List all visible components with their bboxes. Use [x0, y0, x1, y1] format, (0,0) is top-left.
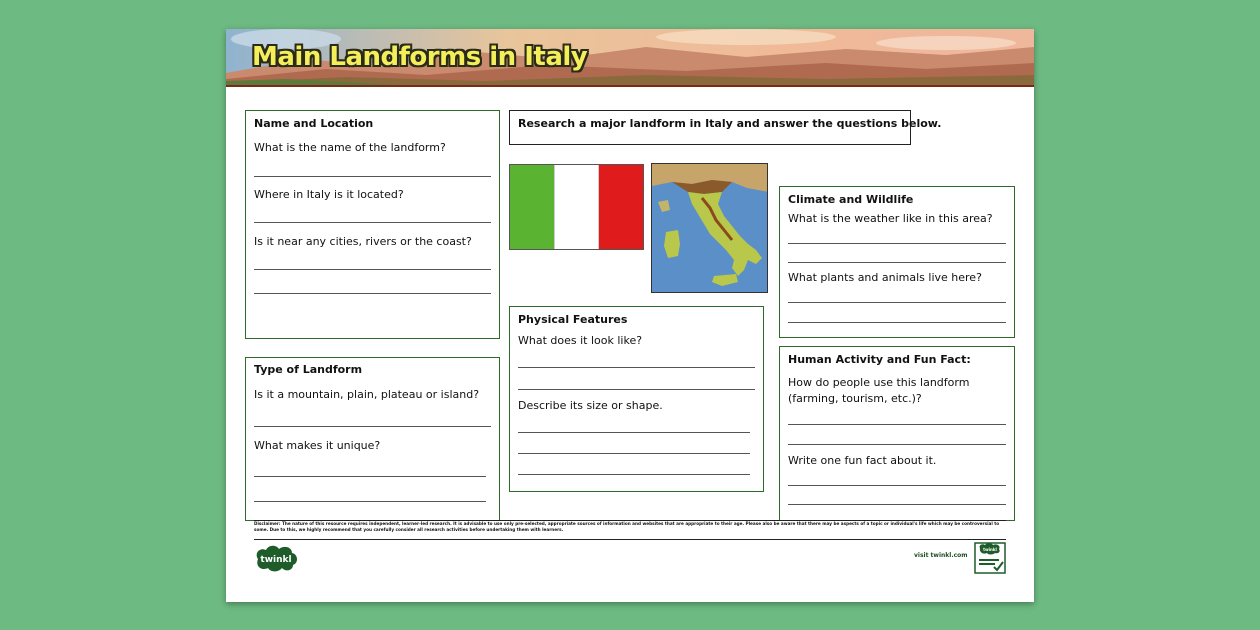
- badge-text: twinkl: [983, 547, 997, 552]
- question-label: What makes it unique?: [254, 439, 381, 452]
- answer-line[interactable]: [254, 426, 491, 427]
- answer-line[interactable]: [788, 444, 1006, 445]
- type-landform-box: [245, 357, 500, 521]
- section-title: Physical Features: [518, 313, 628, 326]
- answer-line[interactable]: [254, 176, 491, 177]
- answer-line[interactable]: [254, 476, 486, 477]
- instruction-box: [509, 110, 942, 145]
- badge-icon: [974, 542, 1006, 574]
- question-label: Where in Italy is it located?: [254, 188, 404, 201]
- answer-line[interactable]: [254, 222, 491, 223]
- page-title: Main Landforms in Italy: [252, 42, 588, 72]
- answer-line[interactable]: [518, 453, 750, 454]
- answer-line[interactable]: [518, 432, 750, 433]
- physical-features-box: [509, 306, 764, 492]
- flag-white-stripe: [554, 165, 600, 249]
- answer-line[interactable]: [254, 293, 491, 294]
- question-label: What is the weather like in this area?: [788, 212, 993, 225]
- header-banner: [226, 29, 1034, 87]
- answer-line[interactable]: [788, 424, 1006, 425]
- section-title: Name and Location: [254, 117, 374, 130]
- section-title: Type of Landform: [254, 363, 363, 376]
- human-activity-box: [779, 346, 1015, 521]
- twinkl-logo-icon: [252, 543, 300, 573]
- flag-green-stripe: [510, 165, 554, 249]
- answer-line[interactable]: [788, 504, 1006, 505]
- question-label: Is it near any cities, rivers or the coast?: [254, 235, 472, 248]
- italy-flag: [509, 164, 644, 250]
- answer-line[interactable]: [788, 302, 1006, 303]
- answer-line[interactable]: [518, 474, 750, 475]
- climate-wildlife-box: [779, 186, 1015, 338]
- question-label: What plants and animals live here?: [788, 271, 982, 284]
- answer-line[interactable]: [788, 322, 1006, 323]
- question-label: Is it a mountain, plain, plateau or island?: [254, 388, 480, 401]
- answer-line[interactable]: [788, 243, 1006, 244]
- question-label: Write one fun fact about it.: [788, 454, 937, 467]
- italy-map: [651, 163, 768, 293]
- question-label: What does it look like?: [518, 334, 643, 347]
- question-label: Describe its size or shape.: [518, 399, 663, 412]
- logo-text: twinkl: [260, 555, 292, 565]
- quality-badge: [974, 542, 1006, 574]
- footer-divider: [254, 539, 1006, 540]
- flag-red-stripe: [599, 165, 643, 249]
- answer-line[interactable]: [518, 367, 755, 368]
- answer-line[interactable]: [518, 389, 755, 390]
- instruction-text: Research a major landform in Italy and answer the questions below.: [518, 117, 942, 130]
- answer-line[interactable]: [254, 269, 491, 270]
- map-illustration: [652, 164, 768, 293]
- disclaimer-text: Disclaimer: The nature of this resource requires independent, learner-led research. It is advisable to use only pre-selected, appropriate sources of information and websites that are appropriate to their age. Please also be aware that there may be aspects of a topic or individual's life which may be controversial to some. Due to this, we highly recommend that you carefully consider all research activities before undertaking them with learners.: [254, 521, 1000, 532]
- answer-line[interactable]: [788, 262, 1006, 263]
- name-location-box: [245, 110, 500, 339]
- section-title: Climate and Wildlife: [788, 193, 914, 206]
- question-label: What is the name of the landform?: [254, 141, 446, 154]
- twinkl-logo[interactable]: [252, 543, 300, 573]
- visit-link[interactable]: visit twinkl.com: [914, 552, 968, 559]
- answer-line[interactable]: [254, 501, 486, 502]
- question-label: How do people use this landform (farming, tourism, etc.)?: [788, 376, 970, 405]
- section-title: Human Activity and Fun Fact:: [788, 353, 971, 366]
- worksheet: [226, 29, 1034, 602]
- answer-line[interactable]: [788, 485, 1006, 486]
